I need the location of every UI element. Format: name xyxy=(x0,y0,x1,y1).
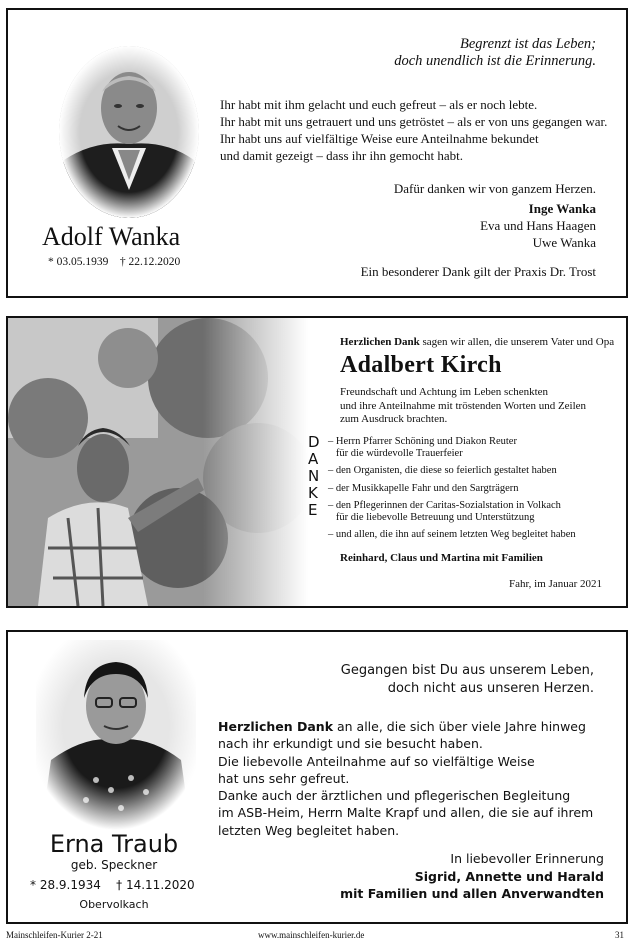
signature-block xyxy=(340,850,604,903)
thanks-rest: an alle, die sich über viele Jahre hinweg xyxy=(333,719,586,734)
danke-acrostic xyxy=(308,434,320,519)
intro-line xyxy=(340,336,614,348)
deceased-name: Adolf Wanka xyxy=(42,222,181,251)
list-item: – den Pflegerinnen der Caritas-Sozialstation in Volkach xyxy=(328,499,561,511)
obituary-notice-kirch xyxy=(6,316,628,608)
thanks-list xyxy=(328,436,576,541)
portrait-erna-traub xyxy=(36,640,196,830)
thanks-line: Dafür danken wir von ganzem Herzen. xyxy=(393,181,596,196)
obituary-notice-wanka xyxy=(6,8,628,298)
signer-bold: Inge Wanka xyxy=(528,201,596,216)
list-item: – der Musikkapelle Fahr und den Sargträgern xyxy=(328,482,519,494)
obituary-notice-traub xyxy=(6,630,628,924)
special-thanks: Ein besonderer Dank gilt der Praxis Dr. Trost xyxy=(360,264,596,279)
memorial-quote xyxy=(341,662,594,698)
thanks-text xyxy=(218,718,593,839)
list-item: – den Organisten, die diese so feierlich gestaltet haben xyxy=(328,465,557,477)
remembrance-line: In liebevoller Erinnerung xyxy=(450,851,604,866)
signer: Uwe Wanka xyxy=(532,235,596,250)
footer-publication: Mainschleifen-Kurier 2-21 xyxy=(6,930,103,940)
text-line: Die liebevolle Anteilnahme auf so vielfältige Weise xyxy=(218,753,535,769)
text-line: hat uns sehr gefreut. xyxy=(218,770,350,786)
intro-bold: Herzlichen Dank xyxy=(340,336,420,348)
text-line: letzten Weg begleitet haben. xyxy=(218,822,400,838)
signer: Eva und Hans Haagen xyxy=(480,218,596,233)
quote-line: Begrenzt ist das Leben; xyxy=(460,36,596,52)
page-number: 31 xyxy=(615,930,624,940)
list-item: für die würdevolle Trauerfeier xyxy=(328,448,463,460)
danke-letter: D xyxy=(308,433,320,451)
signer: mit Familien und allen Anverwandten xyxy=(340,886,604,901)
quote-line: doch unendlich ist die Erinnerung. xyxy=(394,53,596,69)
quote-line: Gegangen bist Du aus unserem Leben, xyxy=(340,663,594,678)
signers: Reinhard, Claus und Martina mit Familien xyxy=(340,552,543,564)
text-line: Freundschaft und Achtung im Leben schenkten xyxy=(340,386,549,398)
deceased-name: Erna Traub xyxy=(49,830,179,858)
signature-block xyxy=(361,180,596,280)
text-line: nach ihr erkundigt und sie besucht haben. xyxy=(218,736,483,752)
danke-letter: E xyxy=(308,501,318,519)
portrait-adolf-wanka xyxy=(54,40,204,220)
signer: Sigrid, Annette und Harald xyxy=(414,868,604,884)
footer-url: www.mainschleifen-kurier.de xyxy=(258,930,365,940)
danke-letter: N xyxy=(308,467,320,485)
hometown: Obervolkach xyxy=(79,898,149,911)
text-line: und ihre Anteilnahme mit tröstenden Worten und Zeilen xyxy=(340,399,587,412)
maiden-name: geb. Speckner xyxy=(70,858,158,872)
life-dates: * 03.05.1939 † 22.12.2020 xyxy=(48,256,181,268)
memorial-quote xyxy=(394,36,596,70)
list-item: – Herrn Pfarrer Schöning und Diakon Reuter xyxy=(328,436,517,447)
photo-adalbert-kirch-vineyard xyxy=(8,318,308,606)
thanks-text xyxy=(220,96,607,164)
text-line: Ihr habt uns auf vielfältige Weise eure Anteilnahme bekundet xyxy=(220,131,539,146)
list-item: für die liebevolle Betreuung und Unterstützung xyxy=(328,512,535,524)
life-dates: * 28.9.1934 † 14.11.2020 xyxy=(30,878,195,892)
danke-letter: A xyxy=(308,450,319,468)
text-line: Ihr habt mit ihm gelacht und euch gefreut – als er noch lebte. xyxy=(220,97,538,112)
text-line: und damit gezeigt – dass ihr ihn gemocht habt. xyxy=(220,148,463,163)
text-line: zum Ausdruck brachten. xyxy=(340,413,448,425)
text-line xyxy=(218,718,593,735)
place-date: Fahr, im Januar 2021 xyxy=(508,578,602,590)
text-line: im ASB-Heim, Herrn Malte Krapf und allen, die sie auf ihrem xyxy=(218,805,594,821)
thanks-paragraph xyxy=(340,386,586,427)
danke-letter: K xyxy=(308,484,318,502)
intro-rest: sagen wir allen, die unserem Vater und Opa xyxy=(419,336,615,348)
text-line: Danke auch der ärztlichen und pflegerischen Begleitung xyxy=(218,788,571,804)
quote-line: doch nicht aus unseren Herzen. xyxy=(387,681,594,696)
text-line: Ihr habt mit uns getrauert und uns getröstet – als er von uns gegangen war. xyxy=(220,114,608,129)
deceased-name: Adalbert Kirch xyxy=(340,352,502,378)
thanks-bold: Herzlichen Dank xyxy=(218,719,334,734)
list-item: – und allen, die ihn auf seinem letzten Weg begleitet haben xyxy=(328,529,576,541)
